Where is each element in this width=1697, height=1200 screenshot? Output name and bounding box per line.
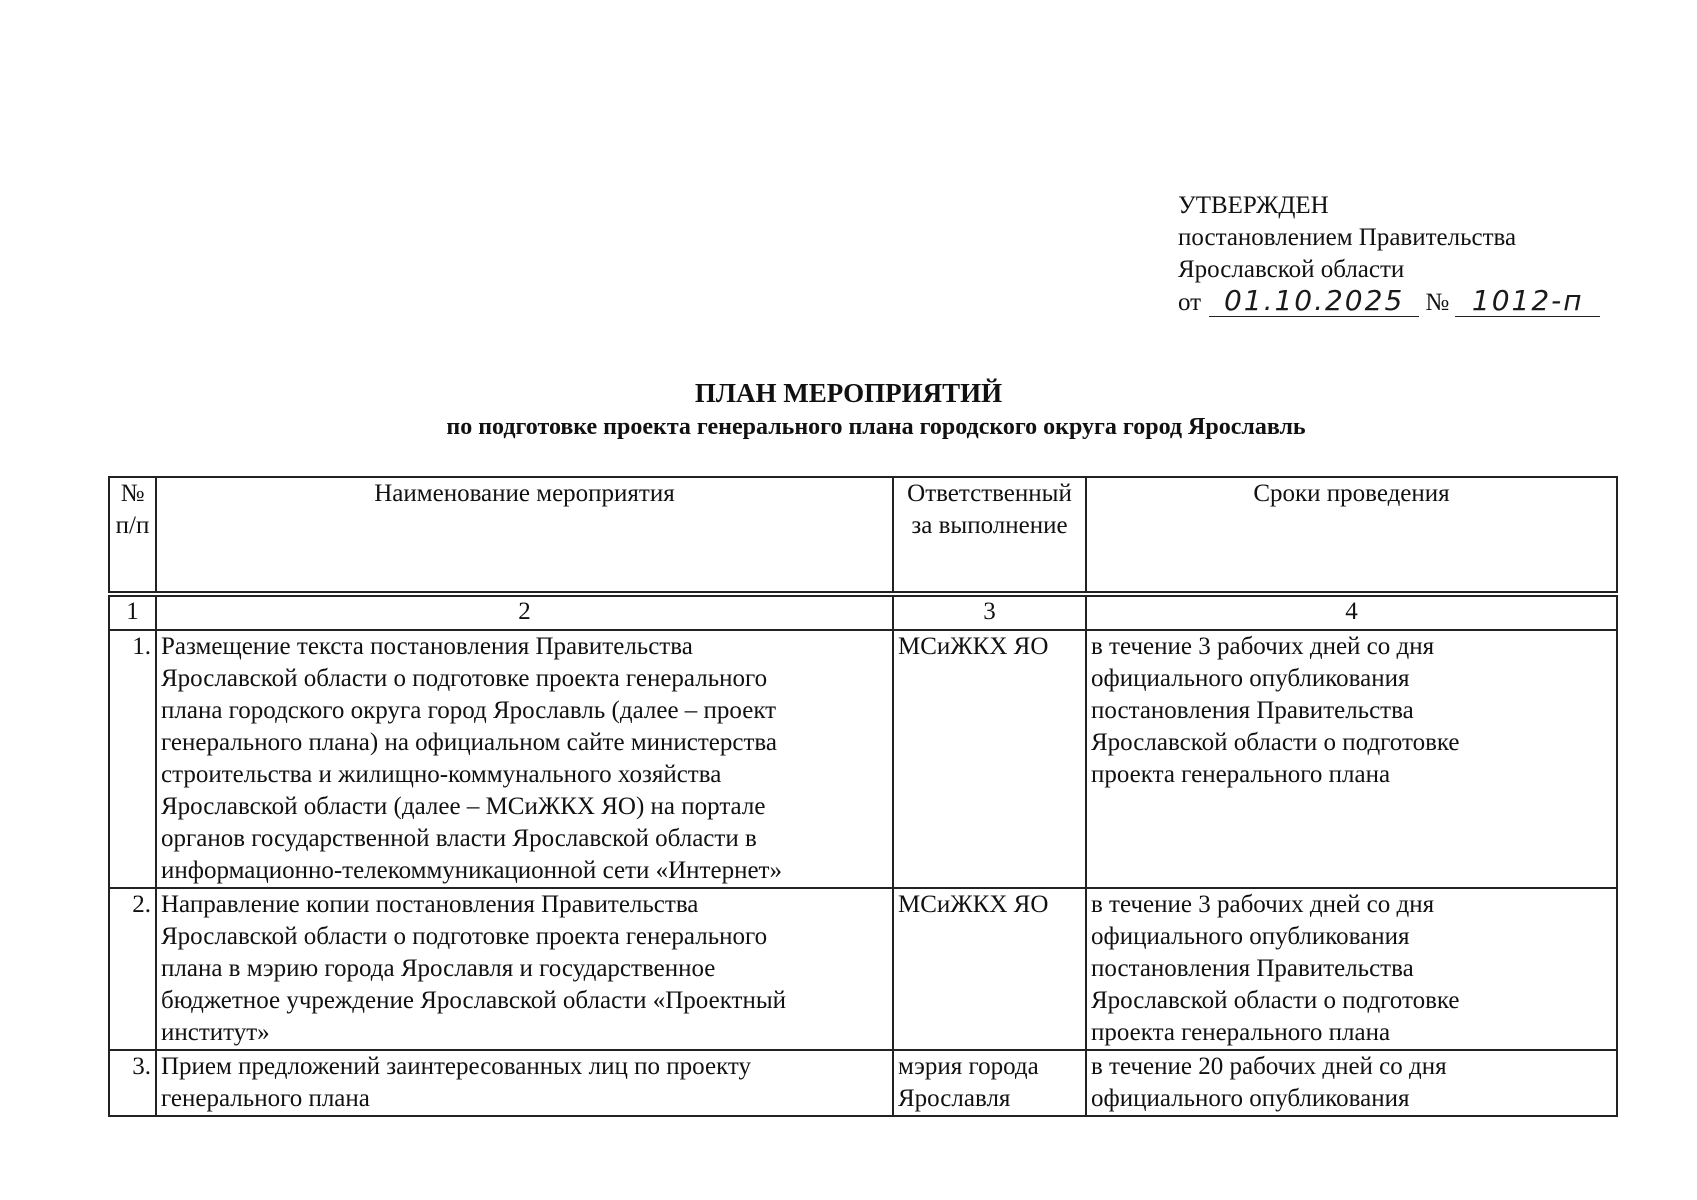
approval-region-line: Ярославской области <box>1178 256 1405 283</box>
row-number: 2. <box>109 888 156 1050</box>
number-prefix: № <box>1425 289 1450 316</box>
handwritten-date: 01.10.2025 <box>1209 286 1419 317</box>
approval-date-number-line <box>1178 286 1600 319</box>
responsible: мэрия города Ярославля <box>893 1050 1086 1116</box>
term: в течение 20 рабочих дней со дня официального опубликования <box>1086 1050 1617 1116</box>
term: в течение 3 рабочих дней со дня официального опубликования постановления Правительства Ярославской области о подготовке проекта генерального плана <box>1086 888 1617 1050</box>
approval-authority-line: постановлением Правительства <box>1178 224 1517 251</box>
header-event-name: Наименование мероприятия <box>156 477 893 592</box>
column-index: 1 <box>109 596 156 630</box>
column-index: 2 <box>156 596 893 630</box>
approval-stamp <box>1178 190 1600 319</box>
column-index: 3 <box>893 596 1086 630</box>
table-row <box>109 630 1617 888</box>
approval-heading: УТВЕРЖДЕН <box>1178 192 1329 219</box>
header-number: № п/п <box>109 477 156 592</box>
column-index: 4 <box>1086 596 1617 630</box>
date-prefix: от <box>1178 289 1202 316</box>
document-subtitle: по подготовке проекта генерального плана городского округа город Ярославль <box>446 414 1306 440</box>
row-number: 3. <box>109 1050 156 1116</box>
event-name: Направление копии постановления Правительства Ярославской области о подготовке проекта генерального плана в мэрию города Ярославля и государственное бюджетное учреждение Ярославской области «Проектный институт» <box>156 888 893 1050</box>
responsible: МСиЖКХ ЯО <box>893 888 1086 1050</box>
document-title: ПЛАН МЕРОПРИЯТИЙ <box>694 378 1003 408</box>
header-term: Сроки проведения <box>1086 477 1617 592</box>
event-name: Прием предложений заинтересованных лиц по проекту генерального плана <box>156 1050 893 1116</box>
row-number: 1. <box>109 630 156 888</box>
term: в течение 3 рабочих дней со дня официального опубликования постановления Правительства Ярославской области о подготовке проекта генерального плана <box>1086 630 1617 888</box>
table-row <box>109 1050 1617 1116</box>
plan-table <box>108 476 1618 1117</box>
handwritten-number: 1012-п <box>1455 286 1600 317</box>
column-index-row <box>109 596 1617 630</box>
table-header-row <box>109 477 1617 592</box>
event-name: Размещение текста постановления Правительства Ярославской области о подготовке проекта генерального плана городского округа город Ярославль (далее – проект генерального плана) на официальном сайте министерства строительства и жилищно-коммунального хозяйства Ярославской области (далее – МСиЖКХ ЯО) на портале органов государственной власти Ярославской области в информационно-телекоммуникационной сети «Интернет» <box>156 630 893 888</box>
header-responsible: Ответственный за выполнение <box>893 477 1086 592</box>
responsible: МСиЖКХ ЯО <box>893 630 1086 888</box>
table-row <box>109 888 1617 1050</box>
